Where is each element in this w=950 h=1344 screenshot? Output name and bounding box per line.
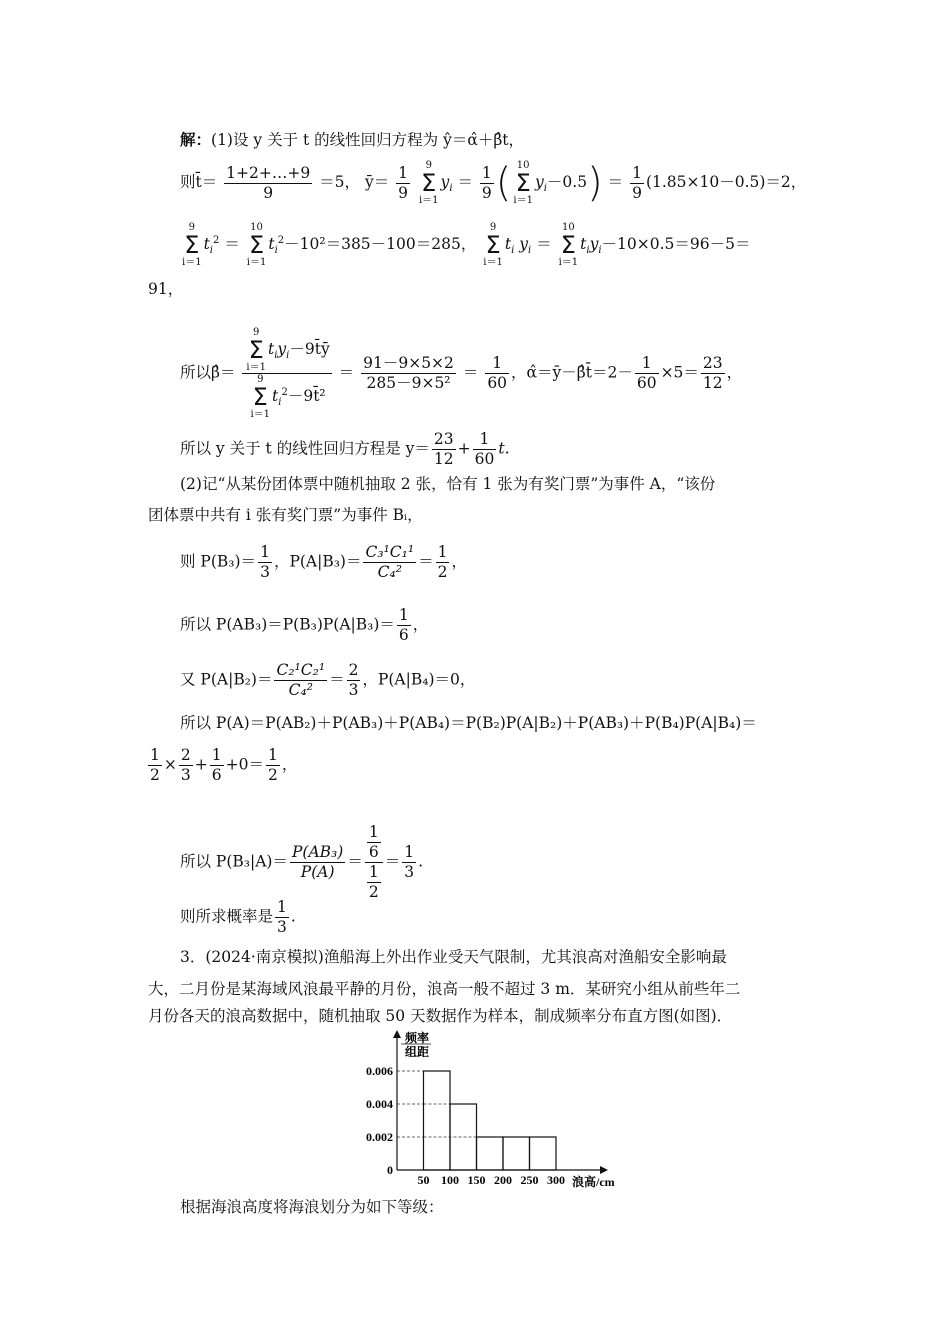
beta-num-tail: －9t̄ȳ [289,340,330,358]
sum-yi-9: 9 Σ i＝1 [418,160,439,206]
third-den: 3 [404,863,415,881]
sum-t2-tail: －10²＝385－100＝285， [284,235,477,253]
c21c21: C₂¹C₂¹ [276,661,326,679]
beta-num2: 91－9×5×2 [363,354,454,372]
times-sign: × [163,755,177,774]
pb3-line [180,543,467,582]
pa-half [148,746,162,785]
av-num: 23 [702,354,723,372]
answer-line [180,898,296,937]
pa-result [266,746,280,785]
origin-label: 0 [387,1163,393,1177]
s2-bot: i＝1 [246,257,267,268]
beta-den2: 285－9×5² [366,374,451,392]
regression-prefix: 所以 y 关于 t 的线性回归方程是 y＝ [180,439,430,458]
bayes-den: P(A) [300,863,335,881]
reg-alpha [432,430,456,469]
sum-t2-9: 9 Σ i＝1 [182,222,202,268]
s4-top: 10 [561,222,575,233]
plus-1: + [457,439,471,458]
ninth-den-2: 9 [481,183,492,202]
s2-top: 10 [250,222,263,233]
pab3-line-prefix: 所以 P(AB₃)＝P(B₃)P(A|B₃)＝ [180,615,395,634]
c42: C₄² [377,563,402,581]
ninth-fraction-3 [630,164,644,203]
y-var: y [440,173,450,191]
period-2: . [290,907,296,926]
sixth-num: 1 [398,606,409,624]
x-tick-label: 250 [520,1173,539,1187]
sum-t2-10: 10 Σ i＝1 [246,222,267,268]
ninth-num-2: 1 [481,163,492,182]
b2-bot: i＝1 [250,409,271,420]
pa-line: 所以 P(A)＝P(AB₂)＋P(AB₃)＋P(AB₄)＝P(B₂)P(A|B₂)＋P(AB₃)＋P(B₄)P(A|B₄)＝ [180,714,757,732]
bayes-frac [290,843,345,882]
s3-top: 9 [489,222,497,233]
pb3a-line [180,823,423,902]
beta-den: 9 Σ i＝1 $t_i^2-9t̄^2$ [250,374,326,420]
histogram-bar [424,1071,451,1170]
ninth-num-3: 1 [632,163,642,182]
y-sub-2: i [543,183,547,195]
pah-num: 1 [150,746,160,764]
x-tick-label: 150 [467,1173,486,1187]
b1-top: 9 [253,327,260,338]
bv2-den: 60 [636,374,657,392]
part2-line-2: 团体票中共有 i 张有奖门票”为事件 Bᵢ， [148,506,423,524]
x-axis-arrow [600,1166,608,1174]
y-tick-label: 0.004 [366,1097,393,1111]
pab2-prefix: 又 P(A|B₂)＝ [180,670,273,689]
beta-den-tail: －9t̄² [287,387,326,405]
t-bar-den: 9 [263,183,274,202]
bv-den: 60 [487,374,508,392]
sixth-frac [397,606,411,645]
t-bar-result: ＝5， [319,173,361,191]
ninth-num: 1 [398,163,409,182]
comma-2: ， [451,552,467,571]
ninth-den: 9 [398,183,409,202]
eq-1: ＝ [457,173,473,191]
sum-bot: i＝1 [418,195,439,206]
tt-den: 3 [348,681,359,699]
regression-line [180,430,510,469]
comb-frac-2 [274,661,327,700]
beta-value-2 [635,354,659,393]
pah-den: 2 [150,766,160,784]
b2-top: 9 [257,374,264,385]
t-bar-prefix: 则t̄＝ [180,173,218,191]
beta-value [485,354,509,393]
comma-1: ， [726,363,743,382]
beta-prefix: 所以β̂＝ [180,363,236,382]
comma-4: ， [281,755,298,774]
pab3-prefix: ，P(A|B₃)＝ [273,552,362,571]
cf-top-num: 1 [368,823,379,841]
answer-prefix: 则所求概率是 [180,907,274,926]
ninth-fraction [396,164,410,203]
pas-den: 6 [211,766,222,784]
problem3-line-3: 月份各天的浪高数据中，随机抽取 50 天数据作为样本，制成频率分布直方图(如图)． [148,1007,733,1025]
bayes-num: P(AB₃) [291,843,344,861]
s1-top: 9 [188,222,195,233]
y-sub: i [449,183,453,195]
c42-2: C₄² [288,681,313,699]
problem3-line-2: 大，二月份是某海域风浪最平静的月份，浪高一般不超过 3 m．某研究小组从前些年二 [148,980,741,998]
s4-bot: i＝1 [558,257,579,268]
sum-ty-9: 9 Σ i＝1 [483,222,503,268]
b1-bot: i＝1 [246,362,266,373]
alpha-value [701,354,725,393]
t-bar-fraction [224,164,312,203]
x-axis-label: 浪高/cm [572,1175,615,1188]
sum-yi-10: 10 Σ i＝1 [513,160,533,206]
x-tick-label: 200 [494,1173,512,1187]
pb3-frac [258,543,272,582]
tt-num: 2 [348,661,359,679]
x-tick-label: 300 [547,1173,565,1187]
av-den: 12 [702,374,723,392]
b-eq: ＝ [338,363,355,382]
ninth-den-3: 9 [632,183,642,202]
half-frac [436,543,450,582]
answer-den: 3 [277,918,287,936]
pat-den: 3 [180,766,191,784]
cf-bot-den: 2 [368,883,379,901]
third-frac [402,843,416,882]
reg-beta [473,430,497,469]
y-axis-arrow [393,1030,401,1038]
part2-line-1: (2)记“从某份团体票中随机抽取 2 张，恰有 1 张为有奖门票”为事件 A，“该份 [180,475,716,493]
sum-top-2: 10 [516,160,530,171]
comb-frac [363,543,416,582]
part1-intro: (1)设 y 关于 t 的线性回归方程为 ŷ＝α̂＋β̂t， [211,131,525,149]
b-eq-2: ＝ [462,363,479,382]
y-bar-result: (1.85×10－0.5)＝2， [645,173,807,191]
alpha-expr: ，α̂＝ȳ－β̂t̄＝2－ [511,363,633,382]
s-eq: ＝ [224,235,240,253]
third-num: 1 [404,843,415,861]
bv2-num: 1 [635,354,659,374]
histogram-bar [503,1137,530,1170]
y-axis-label-bottom: 组距 [405,1045,430,1059]
pat-num: 2 [180,746,191,764]
eq-4: ＝ [329,670,345,689]
beta-fraction [242,327,331,420]
ninth-fraction-2 [480,164,494,203]
solution-label: 解： [180,130,212,149]
answer-frac [275,898,289,937]
y-tick-label: 0.002 [366,1130,393,1144]
histogram-bar [477,1137,504,1170]
two-thirds-frac [347,661,361,700]
sum-ty-10: 10 Σ i＝1 [558,222,579,268]
sums-line: 9 Σ i＝1 $t_i^2$ ＝ 10 Σ i＝1 $t_i^2-10^2=385-100=285$， 9 Σ i＝1 $t_i$ $y_i$ ＝ 10 Σ i＝1 $t_iy_i-10\times 0.5=96-5=$ [182,222,751,268]
s1-bot: i＝1 [182,257,202,268]
y-axis-label-top: 频率 [405,1031,430,1045]
eq-2: ＝ [607,173,624,191]
y-tick-label: 0.006 [366,1064,393,1078]
s3-bot: i＝1 [483,257,503,268]
y-bar-prefix: ȳ＝ [364,173,390,191]
y-var-2: y [534,173,544,191]
comma-3: ， [412,615,429,634]
problem3-line-1: 3．(2024·南京模拟)渔船海上外出作业受天气限制，尤其浪高对渔船安全影响最 [180,948,727,966]
sum-top: 9 [425,160,432,171]
beta-fraction-2 [361,354,456,393]
s-eq-2: ＝ [536,235,552,253]
pb3a-prefix: 所以 P(B₃|A)＝ [180,852,288,871]
plus0: +0＝ [225,755,264,774]
times5: ×5＝ [660,363,699,382]
pb3-den: 3 [260,563,270,581]
pb3-num: 1 [260,543,270,561]
ra-num: 23 [433,430,454,448]
x-tick-label: 50 [417,1173,430,1187]
par-den: 2 [267,766,278,784]
histogram-bar [530,1137,557,1170]
eq-5: ＝ [347,852,363,871]
sum-bot-2: i＝1 [513,195,533,206]
pab4-text: ，P(A|B₄)＝0， [362,670,476,689]
eq-3: ＝ [418,552,434,571]
pas-num: 1 [211,746,222,764]
after-chart-text: 根据海浪高度将海浪划分为如下等级： [180,1198,444,1216]
pb3-prefix: 则 P(B₃)＝ [180,552,257,571]
pa-value-line [146,746,297,785]
answer-num: 1 [277,898,287,916]
rb-num: 1 [473,430,497,450]
cf-top-den: 6 [368,843,379,861]
half-num: 1 [437,543,448,561]
complex-frac [365,823,383,902]
par-num: 1 [267,746,278,764]
c31c11: C₃¹C₁¹ [365,543,415,561]
half-den: 2 [437,563,448,581]
pa-two-thirds [179,746,193,785]
period-1: . [418,852,424,871]
minus-half: －0.5 [546,173,588,191]
sixth-den: 6 [398,626,409,644]
pab2-line [180,661,475,700]
line-91: 91， [148,280,184,298]
mean-line: 则t̄＝ $\frac{1+2+\dots+9}{9}$ ＝5， ȳ＝ $\frac{1}{9}$ 9 Σ i＝1 $y_i$ ＝ $\frac{1}{9}$ ( 10 Σ i＝1 $y_i-0.5$) ＝ $\frac{1}{9}$ (1.85×10－0.5)＝2， [180,160,807,206]
plus-2: + [194,755,208,774]
t-end: t. [498,439,510,458]
beta-num: 9 Σ i＝1 $t_iy_i-9t̄ȳ$ [242,327,331,374]
beta-line [180,327,742,420]
solution-line-1 [180,129,524,151]
cf-bot-num: 1 [368,863,379,881]
pa-sixth [210,746,224,785]
bv-num: 1 [485,354,509,374]
eq-6: ＝ [384,852,401,871]
sum-ty-tail: －10×0.5＝96－5＝ [601,235,751,253]
pab3-line [180,606,428,645]
rb-den: 60 [474,450,495,468]
frequency-histogram [350,1028,640,1188]
ra-den: 12 [433,450,454,468]
t-bar-num: 1+2+…+9 [226,163,311,182]
x-tick-label: 100 [441,1173,459,1187]
